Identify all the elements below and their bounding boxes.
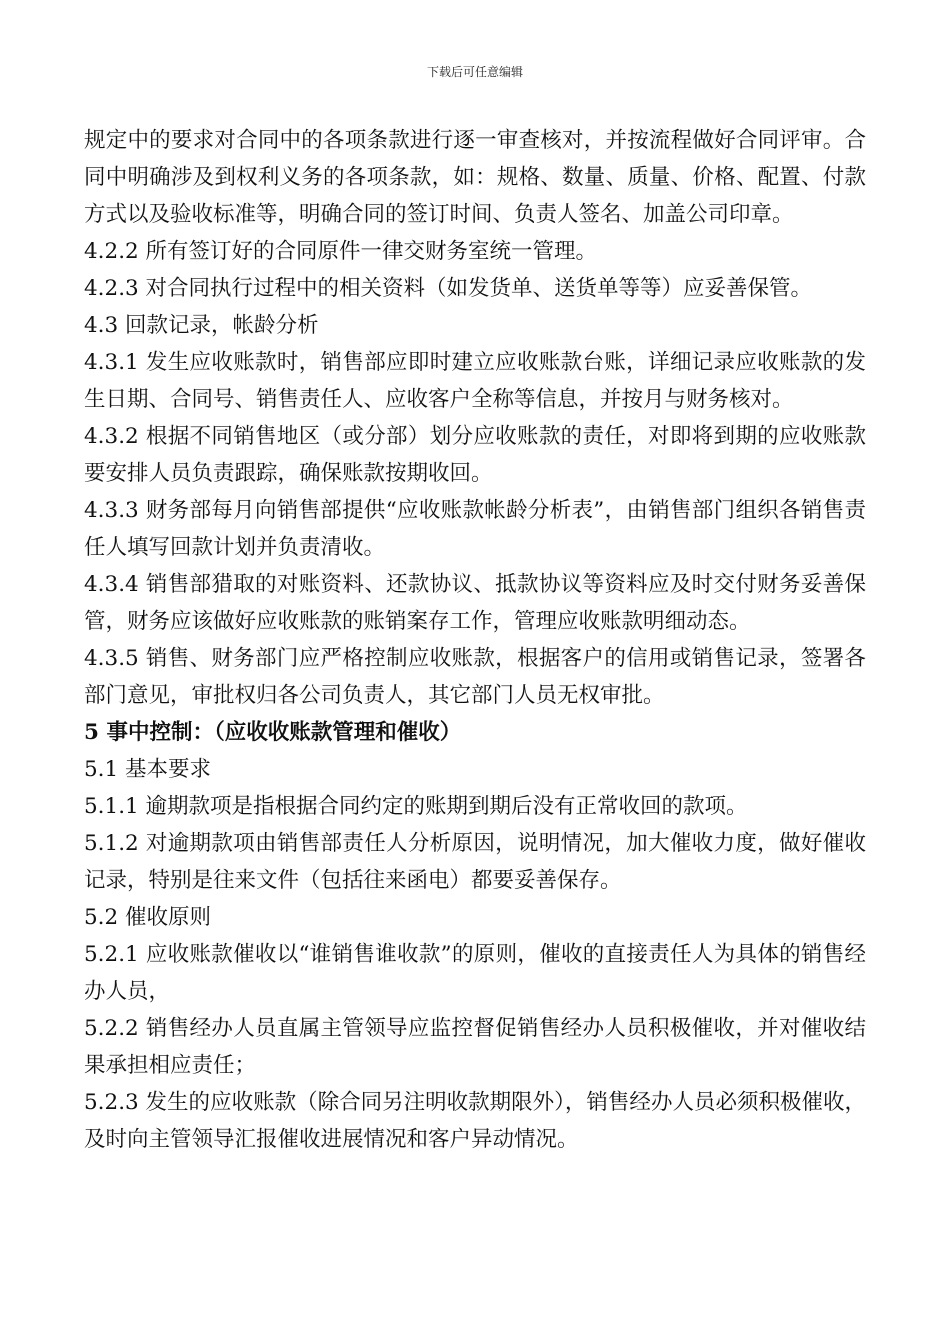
section-heading-4-3: 4.3 回款记录，帐龄分析 (84, 313, 319, 338)
paragraph-4-3-4: 4.3.4 销售部猎取的对账资料、还款协议、抵款协议等资料应及时交付财务妥善保管，财务应该做好应收账款的账销案存工作，管理应收账款明细动态。 (84, 572, 866, 634)
paragraph-5-2-2: 5.2.2 销售经办人员直属主管领导应监控督促销售经办人员积极催收，并对催收结果承担相应责任； (84, 1016, 866, 1078)
section-heading-5: 5 事中控制：（应收收账款管理和催收） (84, 720, 462, 745)
paragraph-4-3-2: 4.3.2 根据不同销售地区（或分部）划分应收账款的责任，对即将到期的应收账款要安排人员负责跟踪，确保账款按期收回。 (84, 424, 866, 486)
paragraph-5-2-3: 5.2.3 发生的应收账款（除合同另注明收款期限外），销售经办人员必须积极催收，及时向主管领导汇报催收进展情况和客户异动情况。 (84, 1090, 866, 1152)
paragraph-4-3-3: 4.3.3 财务部每月向销售部提供“应收账款帐龄分析表”，由销售部门组织各销售责任人填写回款计划并负责清收。 (84, 498, 866, 560)
paragraph-5-1-2: 5.1.2 对逾期款项由销售部责任人分析原因，说明情况，加大催收力度，做好催收记录，特别是往来文件（包括往来函电）都要妥善保存。 (84, 831, 866, 893)
paragraph-4-3-1: 4.3.1 发生应收账款时，销售部应即时建立应收账款台账，详细记录应收账款的发生日期、合同号、销售责任人、应收客户全称等信息，并按月与财务核对。 (84, 350, 866, 412)
section-heading-5-2: 5.2 催收原则 (84, 905, 212, 930)
document-body (84, 122, 866, 1158)
paragraph-5-1-1: 5.1.1 逾期款项是指根据合同约定的账期到期后没有正常收回的款项。 (84, 794, 748, 819)
paragraph-4-3-5: 4.3.5 销售、财务部门应严格控制应收账款，根据客户的信用或销售记录，签署各部门意见，审批权归各公司负责人，其它部门人员无权审批。 (84, 646, 866, 708)
paragraph-5-2-1: 5.2.1 应收账款催收以“谁销售谁收款”的原则，催收的直接责任人为具体的销售经办人员， (84, 942, 866, 1004)
paragraph-4-2-2: 4.2.2 所有签订好的合同原件一律交财务室统一管理。 (84, 239, 598, 264)
section-heading-5-1: 5.1 基本要求 (84, 757, 212, 782)
paragraph-contract-review: 规定中的要求对合同中的各项条款进行逐一审查核对，并按流程做好合同评审。合同中明确涉及到权利义务的各项条款，如：规格、数量、质量、价格、配置、付款方式以及验收标准等，明确合同的签订时间、负责人签名、加盖公司印章。 (84, 128, 866, 227)
paragraph-4-2-3: 4.2.3 对合同执行过程中的相关资料（如发货单、送货单等等）应妥善保管。 (84, 276, 813, 301)
page-header-note: 下载后可任意编辑 (426, 65, 523, 79)
